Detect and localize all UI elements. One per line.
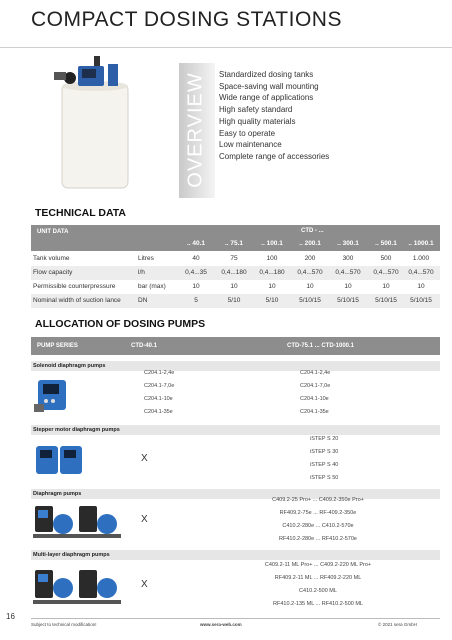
not-available-mark: X [141,514,148,525]
table-row [31,252,440,266]
cell: C409.2-25 Pro+ ... C409.2-350e Pro+ [272,497,364,503]
cell: 10 [268,283,276,290]
row-unit: DN [138,297,148,304]
cell: 300 [342,255,354,262]
cell: 5/10/15 [375,297,397,304]
column-header: CTD-75.1 ... CTD-1000.1 [287,343,355,349]
technical-table-header [31,225,440,251]
cell: 5/10 [265,297,279,304]
section-label: Stepper motor diaphragm pumps [33,427,120,433]
cell: RF410.2-280e ... RF410.2-570e [279,536,357,542]
footer-note: Subject to technical modification! [31,622,97,627]
cell: C204.1-7,0e [300,383,331,389]
list-item: Space-saving wall mounting [219,81,319,91]
cell: 5 [194,297,198,304]
row-unit: l/h [138,269,145,276]
not-available-mark: X [141,453,148,464]
cell: C204.1-2,4e [300,370,331,376]
cell: RF409.2-11 ML ... RF409.2-220 ML [274,575,362,581]
cell: 10 [344,283,352,290]
column-header: .. 75.1 [224,240,244,247]
column-header: .. 300.1 [337,240,359,247]
list-item: Low maintenance [219,140,282,150]
cell: iSTEP S 40 [310,462,339,468]
footer-copyright: © 2021 sera GmbH [378,622,417,627]
cell: RF409.2-75e ... RF-409.2-350e [279,510,357,516]
overview-label: OVERVIEW [184,72,207,188]
row-label: Flow capacity [33,269,73,276]
column-header: .. 40.1 [186,240,206,247]
cell: 5/10 [227,297,241,304]
cell: 5/10/15 [299,297,321,304]
column-header: .. 200.1 [299,240,321,247]
cell: RF410.2-135 ML ... RF410.2-500 ML [273,601,363,607]
cell: C204.1-35e [300,409,329,415]
overview-list [219,69,329,163]
row-label: Tank volume [33,255,70,262]
list-item: Easy to operate [219,128,276,138]
cell: iSTEP S 20 [310,436,339,442]
footer-divider [31,618,440,619]
cell: iSTEP S 30 [310,449,339,455]
cell: iSTEP S 50 [310,475,339,481]
row-label: Permissible counterpressure [33,283,116,290]
not-available-mark: X [141,579,148,590]
cell: 0,4...570 [373,269,399,276]
footer-website-link[interactable]: www.sera-web.com [200,622,242,627]
column-header: .. 1000.1 [408,240,434,247]
allocation-table-header [31,337,440,355]
cell: 0,4...35 [185,269,207,276]
allocation-heading: ALLOCATION OF DOSING PUMPS [35,318,206,330]
section-header [31,361,440,371]
cell: 5/10/15 [337,297,359,304]
page-title: COMPACT DOSING STATIONS [31,8,342,31]
cell: C204.1-2,4e [144,370,175,376]
cell: 1.000 [412,255,430,262]
cell: 75 [230,255,238,262]
cell: 40 [192,255,200,262]
table-row [31,280,440,294]
dosing-station-photo [44,56,144,194]
cell: 200 [304,255,316,262]
section-label: Diaphragm pumps [33,491,82,497]
solenoid-pump-image [34,374,72,416]
cell: 5/10/15 [410,297,432,304]
unit-data-label: UNIT DATA [37,229,69,235]
column-header: .. 500.1 [375,240,397,247]
cell: 10 [230,283,238,290]
section-header [31,550,440,560]
row-unit: Litres [138,255,154,262]
list-item: Wide range of applications [219,93,314,103]
cell: 0,4...570 [335,269,361,276]
cell: C204.1-10e [300,396,329,402]
title-divider [0,47,452,48]
list-item: Standardized dosing tanks [219,70,314,79]
page-number: 16 [6,612,15,621]
section-header [31,489,440,499]
cell: C409.2-11 ML Pro+ ... C409.2-220 ML Pro+ [264,562,372,568]
row-unit: bar (max) [138,283,166,290]
multi-layer-pump-image [33,566,123,608]
cell: 500 [380,255,392,262]
cell: 100 [266,255,278,262]
cell: 10 [306,283,314,290]
stepper-pump-image [34,440,84,480]
row-label: Nominal width of suction lance [33,297,121,304]
cell: 10 [417,283,425,290]
table-row [31,266,440,280]
cell: 0,4...180 [259,269,285,276]
cell: C204.1-35e [144,409,173,415]
cell: 10 [192,283,200,290]
cell: C410.2-500 ML [299,588,337,594]
pump-series-label: PUMP SERIES [37,343,78,349]
section-label: Solenoid diaphragm pumps [33,363,106,369]
cell: C204.1-10e [144,396,173,402]
section-header [31,425,440,435]
list-item: High safety standard [219,105,293,115]
ctd-group-label: CTD - ... [301,228,324,234]
cell: C410.2-280e ... C410.2-570e [282,523,354,529]
cell: 0,4...570 [408,269,434,276]
cell: 0,4...570 [297,269,323,276]
column-header: .. 100.1 [261,240,283,247]
list-item: High quality materials [219,116,296,126]
technical-data-heading: TECHNICAL DATA [35,207,126,219]
column-header: CTD-40.1 [131,343,158,349]
cell: C204.1-7,0e [144,383,175,389]
section-label: Multi-layer diaphragm pumps [33,552,110,558]
table-row [31,294,440,308]
diaphragm-pump-image [33,502,123,542]
list-item: Complete range of accessories [219,151,330,161]
cell: 10 [382,283,390,290]
cell: 0,4...180 [221,269,247,276]
